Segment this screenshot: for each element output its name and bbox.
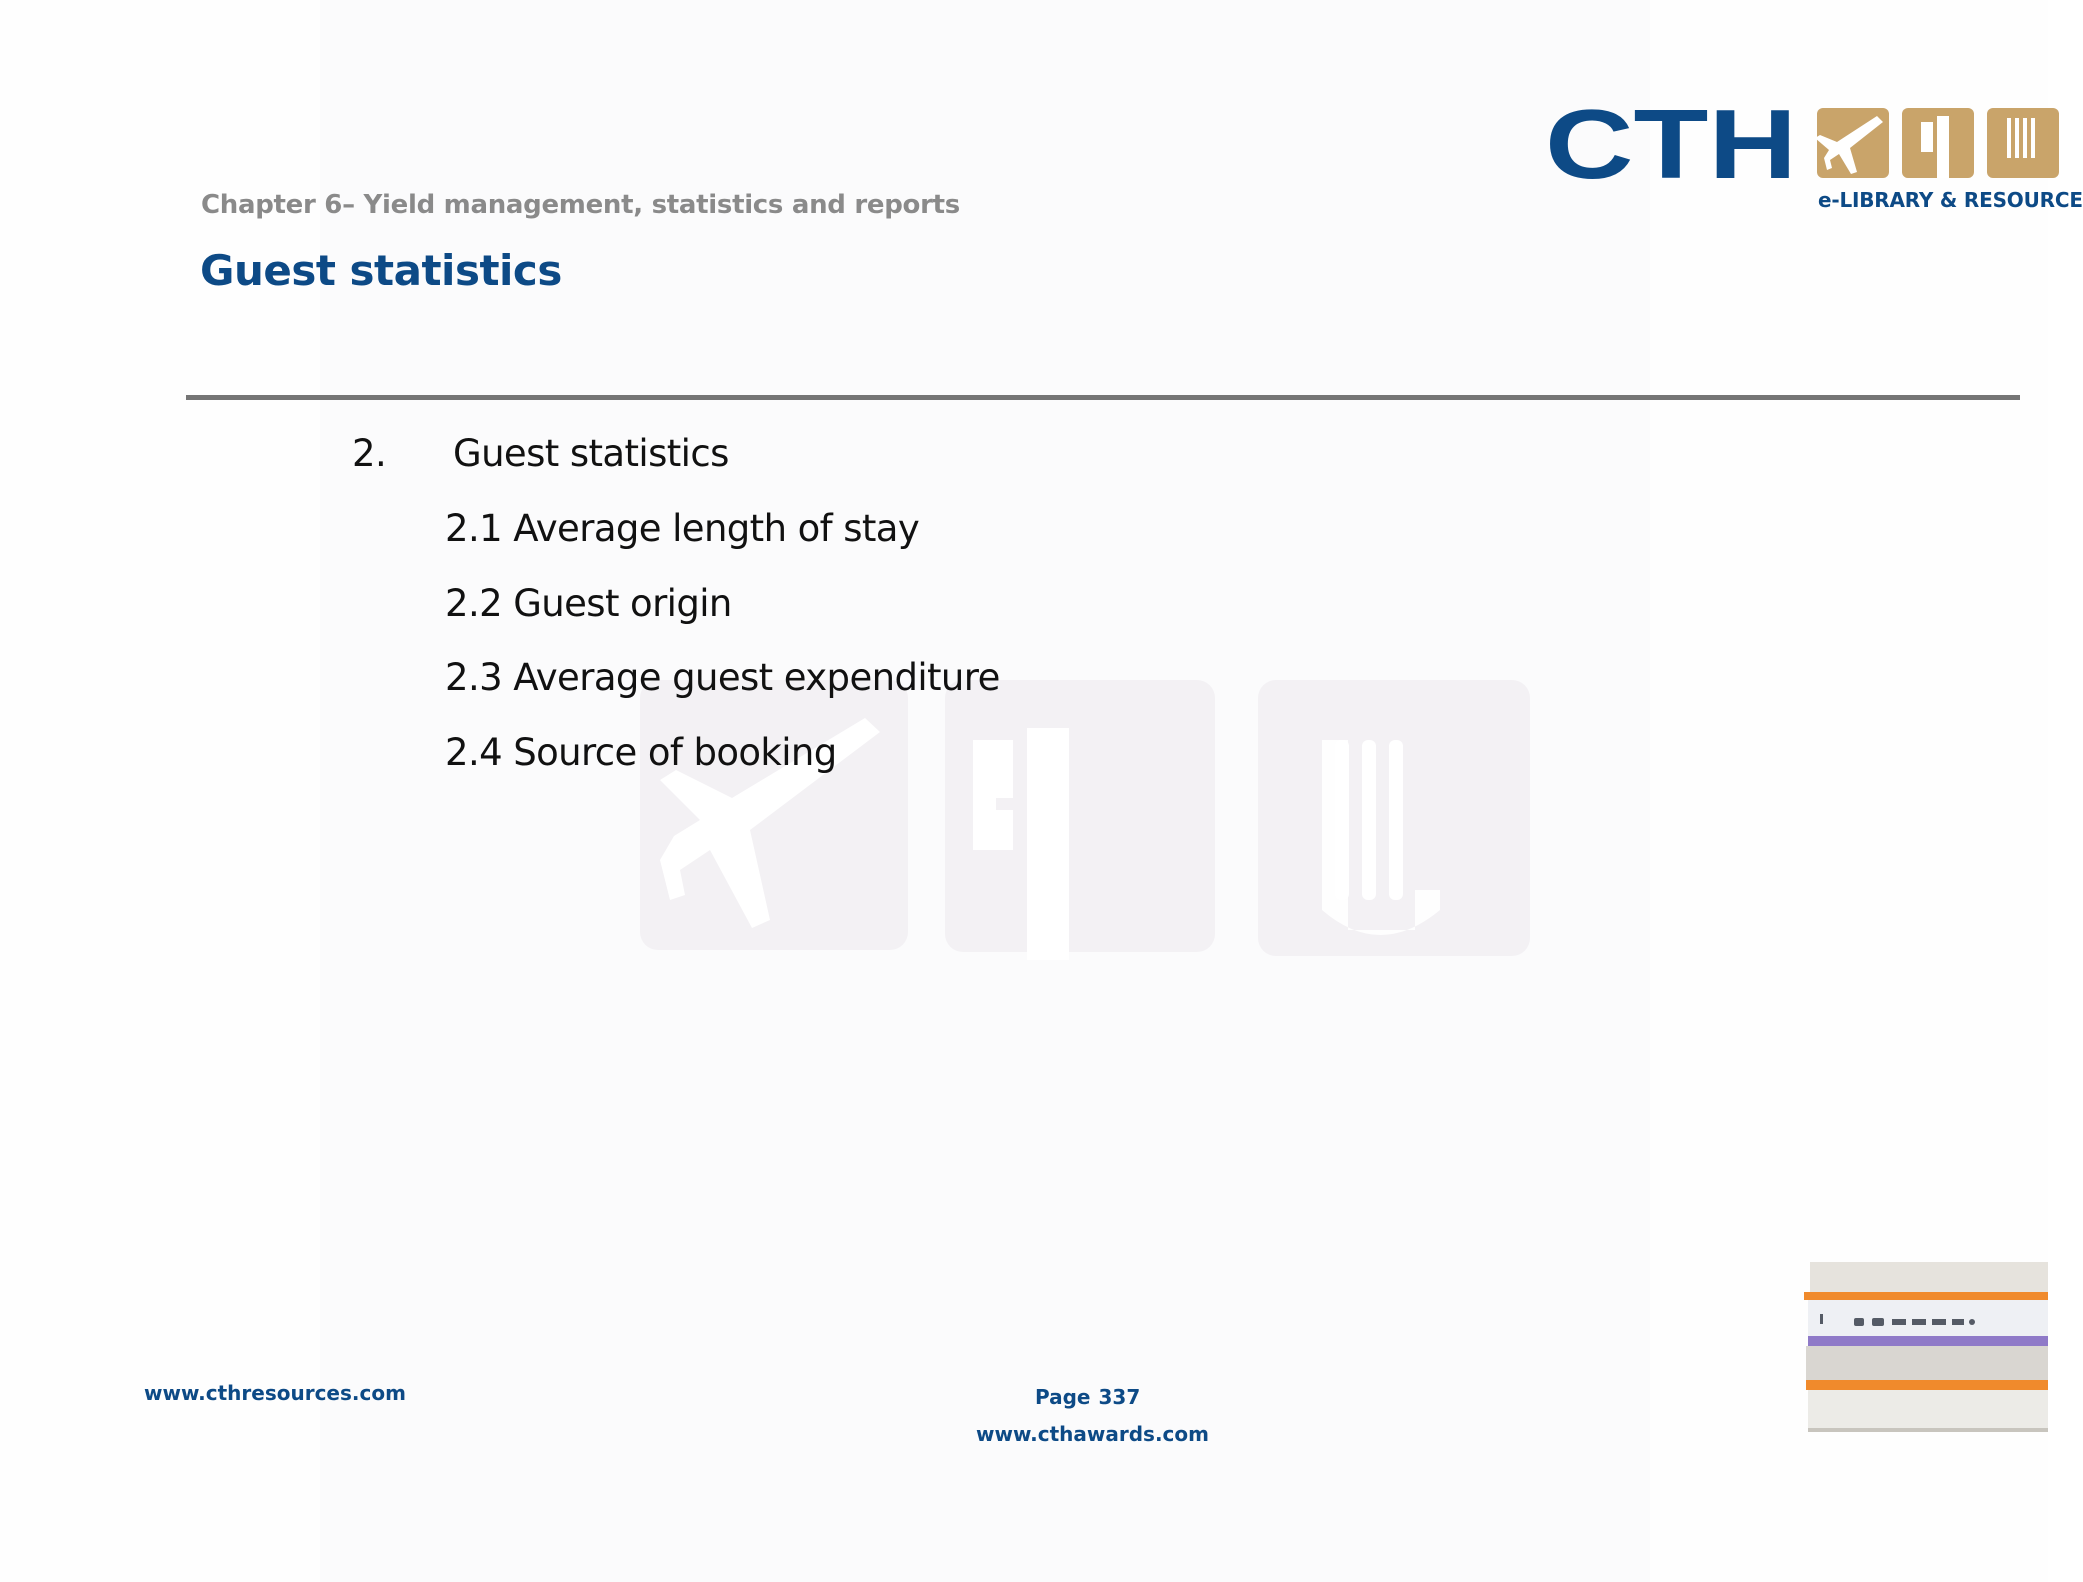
logo-fork-icon bbox=[1987, 108, 2059, 178]
page-label: Page bbox=[1035, 1385, 1091, 1409]
logo-tagline: e-LIBRARY & RESOURCE bbox=[1818, 188, 2083, 212]
books-stack-image bbox=[1800, 1262, 2048, 1432]
watermark-tile-plane bbox=[640, 680, 908, 950]
header-divider bbox=[186, 395, 2020, 400]
logo-building-icon bbox=[1902, 108, 1974, 178]
page-number bbox=[1035, 1385, 1148, 1409]
page-title: Guest statistics bbox=[200, 246, 562, 295]
watermark bbox=[640, 680, 1530, 960]
outline-subitem: 2.3 Average guest expenditure bbox=[445, 656, 1000, 699]
outline-main-label: Guest statistics bbox=[453, 432, 729, 475]
footer-awards-link[interactable]: www.cthawards.com bbox=[976, 1422, 1209, 1446]
logo-wordmark: CTH bbox=[1545, 89, 1797, 199]
chapter-heading: Chapter 6– Yield management, statistics and reports bbox=[201, 190, 960, 220]
footer-resources-link[interactable]: www.cthresources.com bbox=[144, 1381, 406, 1405]
outline-subitem: 2.1 Average length of stay bbox=[445, 507, 920, 550]
outline-subitem: 2.4 Source of booking bbox=[445, 731, 837, 774]
outline-main-number: 2. bbox=[352, 432, 387, 475]
logo-airplane-icon bbox=[1815, 108, 1889, 178]
page-number-value: 337 bbox=[1098, 1385, 1141, 1409]
outline-subitem: 2.2 Guest origin bbox=[445, 582, 732, 625]
